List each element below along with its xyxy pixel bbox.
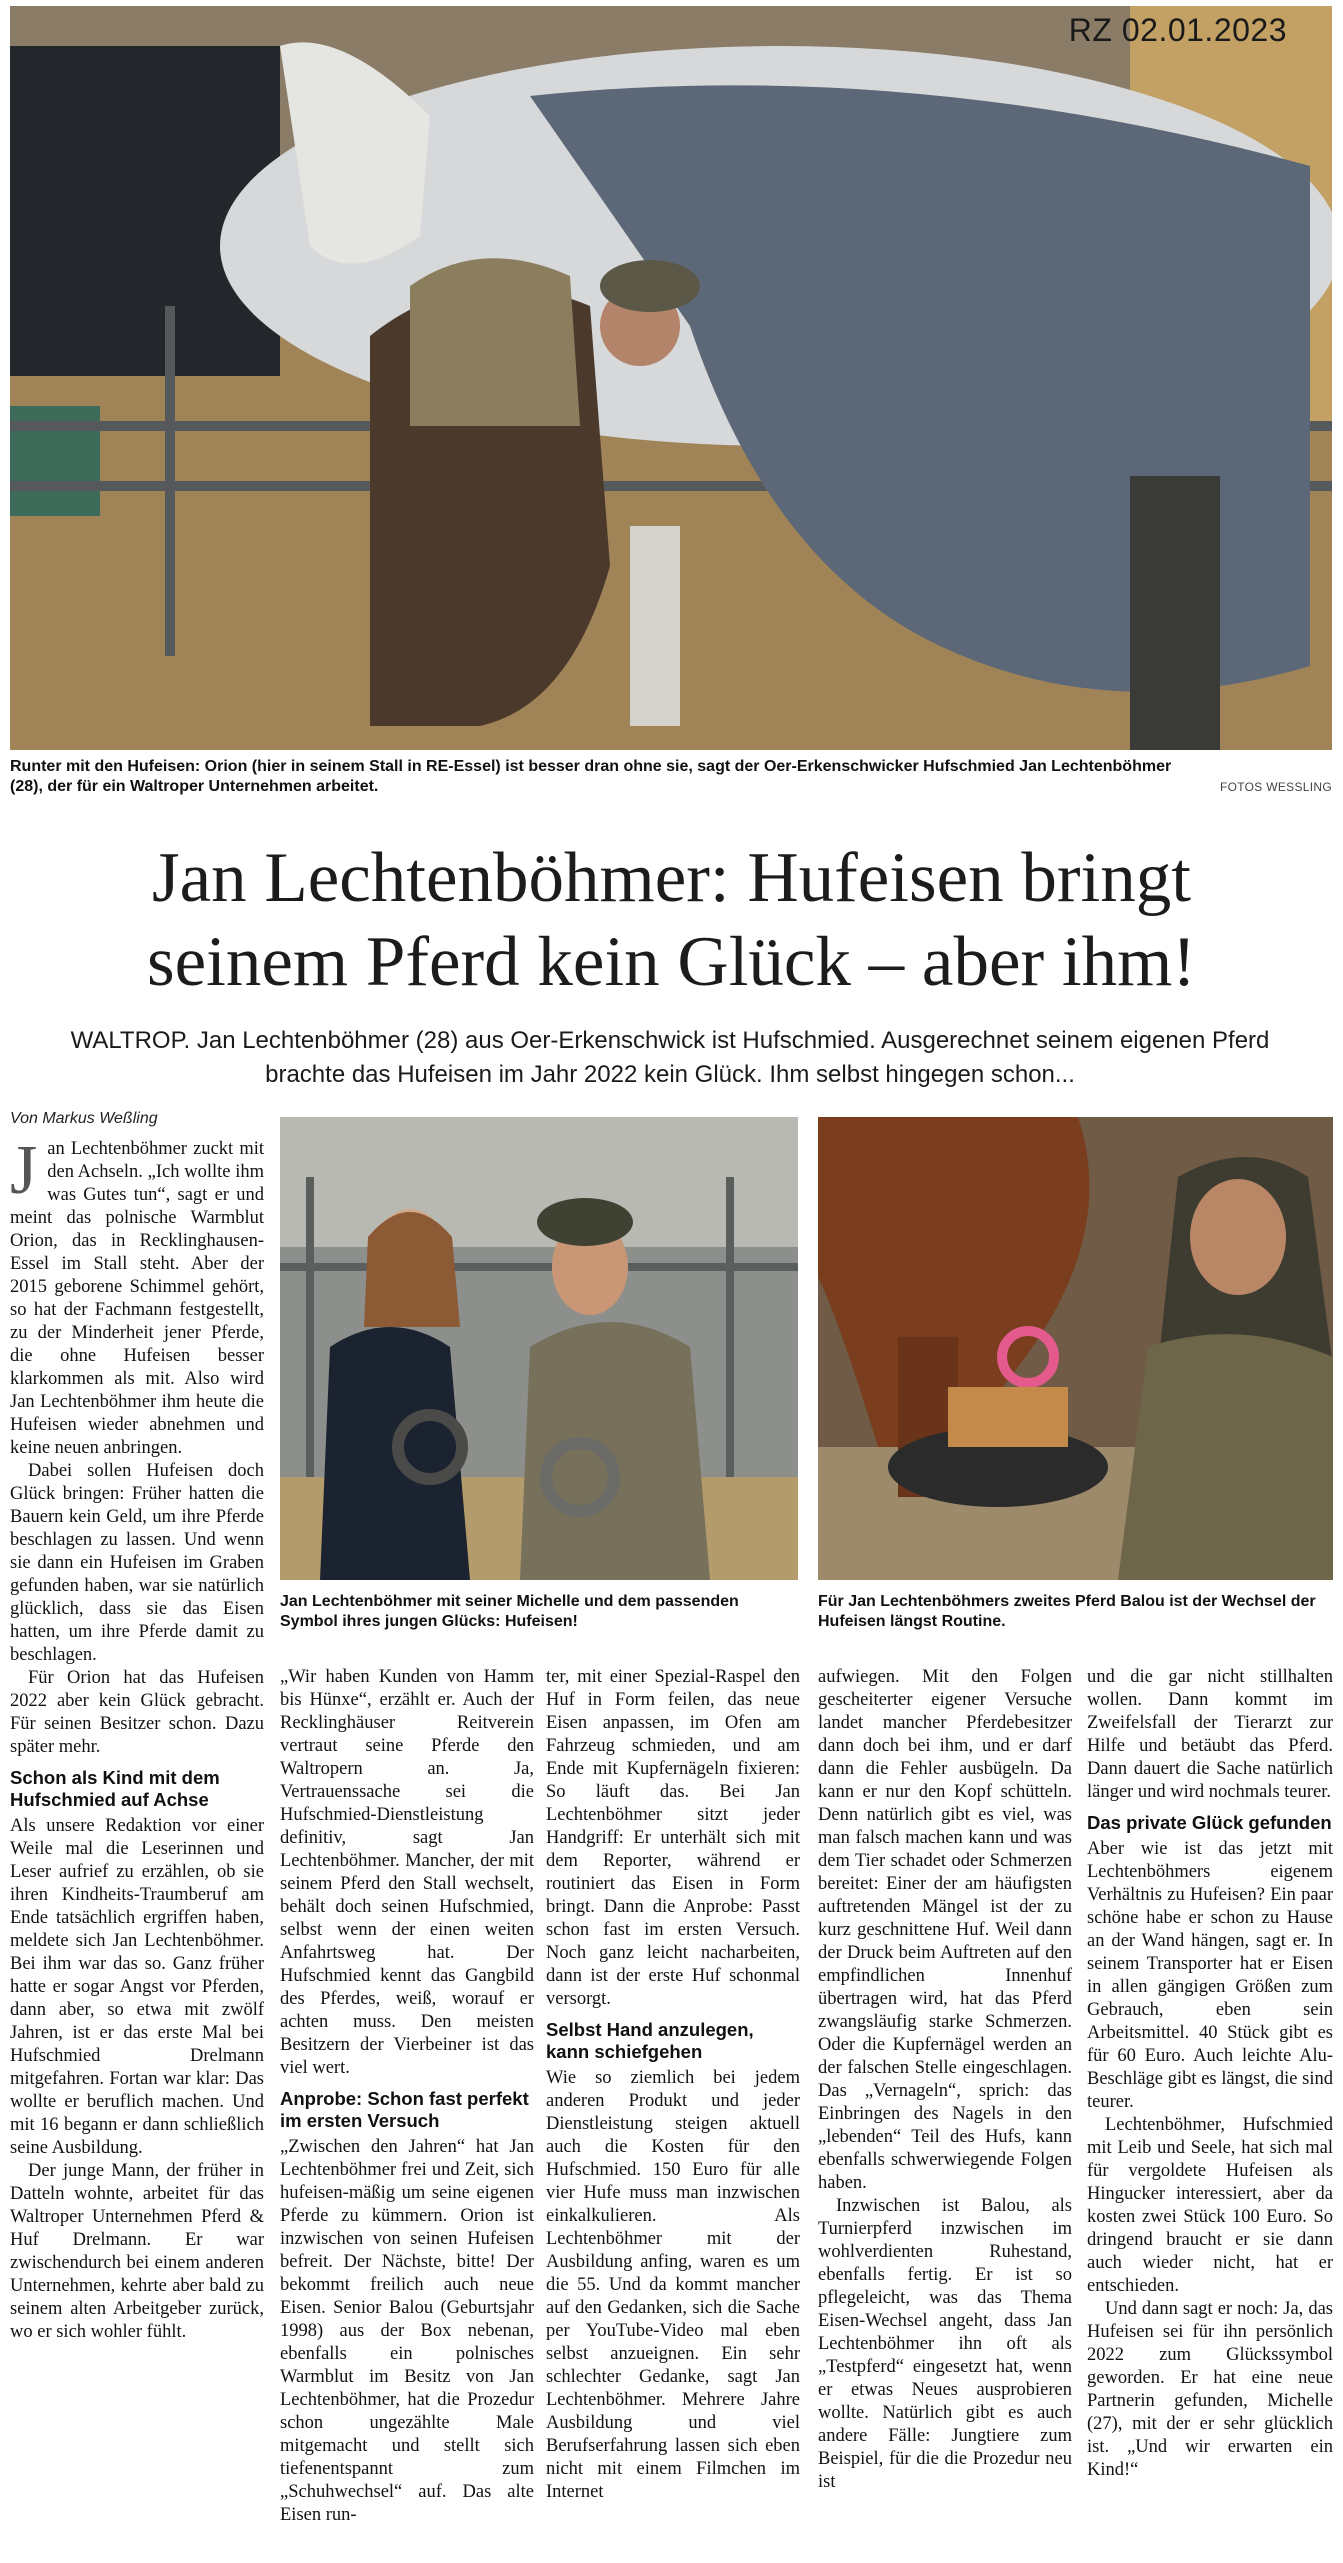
author-byline: Von Markus Weßling	[10, 1110, 158, 1127]
lead-paragraph	[50, 1024, 1290, 1092]
paragraph: Und dann sagt er noch: Ja, das Hufeisen sei für ihn persönlich 2022 zum Glückssymbol geworden. Er hat eine neue Partnerin gefunden, Michelle (27), mit der er sehr glücklich ist. „Und wir erwarten ein Kind!“	[1087, 2299, 1333, 2480]
paragraph: „Zwischen den Jahren“ hat Jan Lechtenböhmer frei und Zeit, sich hufeisen-mäßig um seine eigenen Pferde zu kümmern. Orion ist inzwischen von seinen Hufeisen befreit. Der Nächste, bitte! Der bekommt freilich auch neue Eisen. Senior Balou (Geburtsjahr 1998) aus der Box nebenan, ebenfalls ein polnisches Warmblut im Besitz von Jan Lechtenböhmer, hat die Prozedur schon ungezählte Male mitgemacht und stellt sich tiefenentspannt zum „Schuhwechsel“ auf. Das alte Eisen run-	[280, 2137, 534, 2525]
photo-credit: FOTOS WESSLING	[1220, 780, 1332, 794]
drop-cap: J	[10, 1132, 38, 1209]
fitting-photo-caption: Für Jan Lechtenböhmers zweites Pferd Balou ist der Wechsel der Hufeisen längst Routine.	[818, 1593, 1316, 1630]
paragraph: „Wir haben Kunden von Hamm bis Hünxe“, erzählt er. Auch der Recklinghäuser Reitverein vertraut seine Pferde den Waltropern an. Ja, Vertrauenssache sei die Hufschmied-Dienstleistung definitiv, sagt Jan Lechtenböhmer. Mancher, der mit seinem Pferd den Stall wechselt, behält doch seinen Hufschmied, selbst wenn der einen weiten Anfahrtsweg hat. Der Hufschmied kennt das Gangbild des Pferdes, weiß, worauf er achten muss. Den meisten Besitzern der Vierbeiner ist das viel wert.	[280, 1667, 534, 2078]
paragraph: Aber wie ist das jetzt mit Lechtenböhmers eigenem Verhältnis zu Hufeisen? Ein paar schöne habe er schon zu Hause an der Wand hängen, sagt er. In seinem Transporter hat er Eisen in allen gängigen Größen zum Gebrauch, eben sein Arbeitsmittel. 40 Stück gibt es für 60 Euro. Auch leichte Alu-Beschläge gibt es längst, die sind teurer.	[1087, 1839, 1333, 2112]
horseshoe-fitting-photo	[818, 1117, 1333, 1580]
couple-photo	[280, 1117, 798, 1580]
paragraph: Dabei sollen Hufeisen doch Glück bringen: Früher hatten die Bauern kein Geld, um ihre Pferde beschlagen zu lassen. Und wenn sie dann ein Hufeisen im Graben gefunden haben, war sie natürlich glücklich, dass sie das Eisen hatten, um ihre Pferde damit zu beschlagen.	[10, 1461, 264, 1665]
paragraph: Lechtenböhmer, Hufschmied mit Leib und Seele, hat sich mal für vergoldete Hufeisen als Hingucker interessiert, aber da kosten zwei Stück 100 Euro. So dringend braucht er sie dann auch wieder nicht, hat er entschieden.	[1087, 2115, 1333, 2296]
hero-caption: Runter mit den Hufeisen: Orion (hier in seinem Stall in RE-Essel) ist besser dran ohne sie, sagt der Oer-Erkenschwicker Hufschmied Jan Lechtenböhmer (28), der für ein Waltroper Unternehmen arbeitet.	[10, 758, 1172, 795]
article-column-4	[818, 1666, 1072, 2494]
hero-photo-illustration	[10, 6, 1332, 750]
lead-text: Jan Lechtenböhmer (28) aus Oer-Erkenschwick ist Hufschmied. Ausgerechnet seinem eigenen Pferd brachte das Hufeisen im Jahr 2022 kein Glück. Ihm selbst hingegen schon...	[190, 1027, 1270, 1088]
paragraph: Für Orion hat das Hufeisen 2022 aber kein Glück gebracht. Für seinen Besitzer schon. Dazu später mehr.	[10, 1668, 264, 1757]
paragraph: Inzwischen ist Balou, als Turnierpferd inzwischen im wohlverdienten Ruhestand, ebenfalls fertig. Er ist so pflegeleicht, was das Thema Eisen-Wechsel angeht, dass Jan Lechtenböhmer ihn oft als „Testpferd“ eingesetzt hat, wenn er etwas Neues ausprobieren wollte. Natürlich gibt es auch andere Fälle: Jungtiere zum Beispiel, für die die Prozedur neu ist	[818, 2196, 1072, 2492]
headline-line-2: seinem Pferd kein Glück – aber ihm!	[147, 923, 1196, 1001]
headline-line-1: Jan Lechtenböhmer: Hufeisen bringt	[151, 839, 1192, 917]
horseshoe-fitting-illustration	[818, 1117, 1333, 1580]
article-column-5	[1087, 1666, 1333, 2482]
couple-photo-illustration	[280, 1117, 798, 1580]
paragraph: ter, mit einer Spezial-Raspel den Huf in Form feilen, das neue Eisen anpassen, im Ofen am Fahrzeug schmieden, und am Ende mit Kupfernägeln fixieren: So läuft das. Bei Jan Lechtenböhmer sitzt jeder Handgriff: Er unterhält sich mit dem Reporter, während er routiniert das Eisen in Form bringt. Dann die Anprobe: Passt schon fast im ersten Versuch. Noch ganz leicht nacharbeiten, dann ist der erste Huf schonmal versorgt.	[546, 1667, 800, 2009]
article-column-1	[10, 1132, 264, 2344]
paragraph: Als unsere Redaktion vor einer Weile mal die Leserinnen und Leser aufrief zu erzählen, ob sie ihren Kindheits-Traumberuf am Ende tatsächlich ergriffen haben, meldete sich Jan Lechtenböhmer. Bei ihm war das so. Ganz früher hatte er sogar Angst vor Pferden, dann aber, so etwa mit zwölf Jahren, ist er das erste Mal bei Hufschmied Drelmann mitgefahren. Fortan war klar: Das wollte er beruflich machen. Und mit 16 begann er dann schließlich seine Ausbildung.	[10, 1816, 264, 2158]
issue-date-tag: RZ 02.01.2023	[1068, 12, 1287, 48]
subheading: Anprobe: Schon fast perfekt im ersten Versuch	[280, 2088, 529, 2131]
headline	[0, 836, 1343, 1004]
hero-photo	[10, 6, 1332, 750]
subheading: Selbst Hand anzulegen, kann schiefgehen	[546, 2019, 754, 2062]
subheading: Das private Glück gefunden	[1087, 1812, 1332, 1833]
paragraph: an Lechtenböhmer zuckt mit den Achseln. „Ich wollte ihm was Gutes tun“, sagt er und meint das polnische Warmblut Orion, das in Recklinghausen-Essel im Stall steht. Aber der 2015 geborene Schimmel gehört, so hat der Fachmann festgestellt, zu der Minderheit jener Pferde, die ohne Hufeisen besser klarkommen als mit. Also wird Jan Lechtenböhmer ihm heute die Hufeisen wieder abnehmen und keine neuen anbringen.	[10, 1139, 264, 1458]
article-column-3	[546, 1666, 800, 2504]
article-column-2	[280, 1666, 534, 2527]
dateline: WALTROP.	[70, 1027, 191, 1054]
paragraph: Der junge Mann, der früher in Datteln wohnte, arbeitet für das Waltroper Unternehmen Pferd & Huf Drelmann. Er war zwischendurch bei einem anderen Unternehmen, kehrte aber bald zu seinem alten Arbeitgeber zurück, wo er sich wohler fühlt.	[10, 2161, 264, 2342]
couple-photo-caption: Jan Lechtenböhmer mit seiner Michelle und dem passenden Symbol ihres jungen Glücks: Hufeisen!	[280, 1593, 739, 1630]
paragraph: aufwiegen. Mit den Folgen gescheiterter eigener Versuche landet mancher Pferdebesitzer dann doch bei ihm, und er darf dann die Fehler ausbügeln. Da kann er nur den Kopf schütteln. Denn natürlich gibt es viel, was man falsch machen kann und was dem Tier schadet oder Schmerzen bereitet: Einer der am häufigsten auftretenden Mängel ist der zu kurz geschnittene Huf. Weil dann der Druck beim Auftreten auf den empfindlichen Innenhuf übertragen wird, hat das Pferd zwangsläufig starke Schmerzen. Oder die Kupfernägel werden an der falschen Stelle eingeschlagen. Das „Vernageln“, sprich: das Einbringen des Nagels in den „lebenden“ Teil des Hufs, kann ebenfalls schwerwiegende Folgen haben.	[818, 1667, 1072, 2193]
paragraph: und die gar nicht stillhalten wollen. Dann kommt im Zweifelsfall der Tierarzt zur Hilfe und betäubt das Pferd. Dann dauert die Sache natürlich länger und wird nochmals teurer.	[1087, 1667, 1333, 1802]
subheading: Schon als Kind mit dem Hufschmied auf Achse	[10, 1767, 220, 1810]
paragraph: Wie so ziemlich bei jedem anderen Produkt und jeder Dienstleistung steigen aktuell auch die Kosten für den Hufschmied. 150 Euro für alle vier Hufe muss man inzwischen einkalkulieren. Als Lechtenböhmer mit der Ausbildung anfing, waren es um die 55. Und da kommt mancher auf den Gedanken, sich die Sache per YouTube-Video mal eben selbst anzueignen. Ein sehr schlechter Gedanke, sagt Jan Lechtenböhmer. Mehrere Jahre Ausbildung und viel Berufserfahrung lassen sich eben nicht mit einem Filmchen im Internet	[546, 2068, 800, 2502]
